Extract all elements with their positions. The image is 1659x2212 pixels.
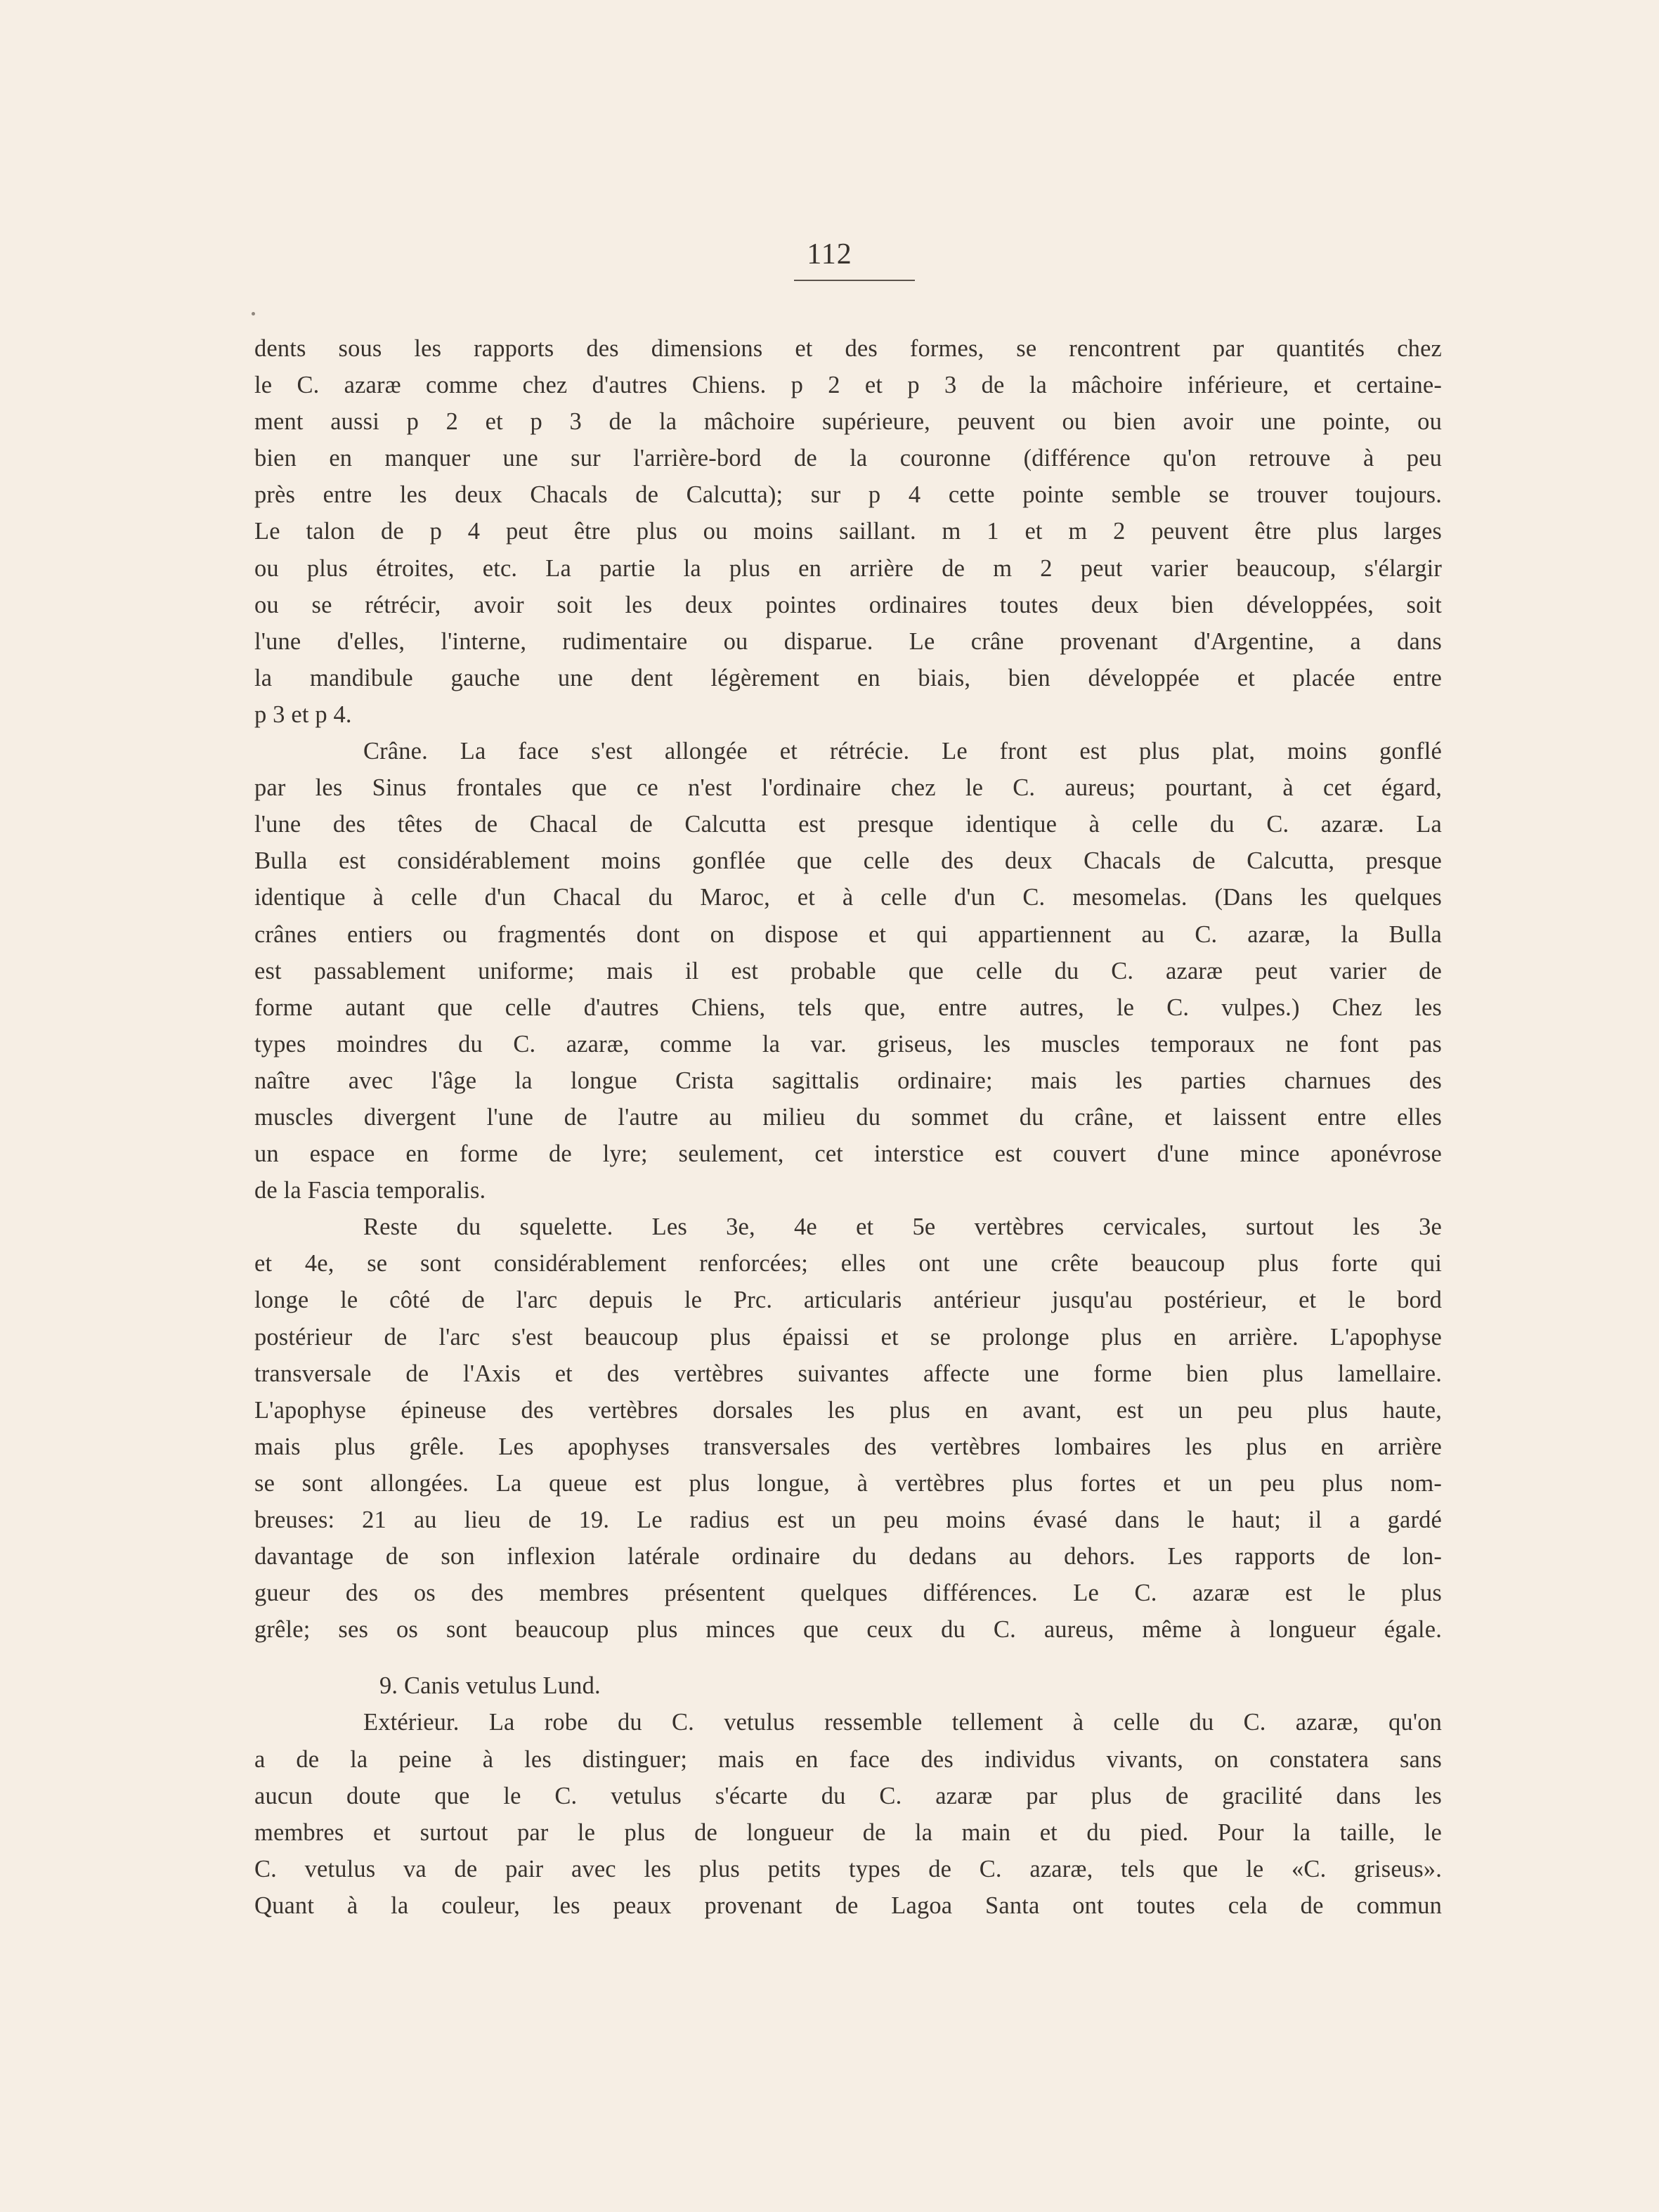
text-line: mais plus grêle. Les apophyses transversales des vertèbres lombaires les plus en arrière [254,1433,1442,1460]
text-line: l'une des têtes de Chacal de Calcutta est presque identique à celle du C. azaræ. La [254,811,1442,838]
body-text [254,330,1442,1924]
section-exterieur-first-line: Extérieur. La robe du C. vetulus ressemble tellement à celle du C. azaræ, qu'on [363,1709,1442,1736]
text-line: Bulla est considérablement moins gonflée que celle des deux Chacals de Calcutta, presque [254,847,1442,875]
page-number-rule [794,280,915,281]
text-line: grêle; ses os sont beaucoup plus minces que ceux du C. aureus, même à longueur égale. [254,1616,1442,1644]
text-line: par les Sinus frontales que ce n'est l'ordinaire chez le C. aureus; pourtant, à cet égard, [254,774,1442,802]
text-line: ou se rétrécir, avoir soit les deux pointes ordinaires toutes deux bien développées, soit [254,591,1442,618]
text-line: près entre les deux Chacals de Calcutta); sur p 4 cette pointe semble se trouver toujours. [254,481,1442,509]
text-line: identique à celle d'un Chacal du Maroc, et à celle d'un C. mesomelas. (Dans les quelques [254,884,1442,911]
species-heading: 9. Canis vetulus Lund. [379,1672,601,1700]
text-line: Le talon de p 4 peut être plus ou moins saillant. m 1 et m 2 peuvent être plus larges [254,518,1442,545]
text-line: C. vetulus va de pair avec les plus petits types de C. azaræ, tels que le «C. griseus». [254,1855,1442,1882]
text-line: types moindres du C. azaræ, comme la var. griseus, les muscles temporaux ne font pas [254,1030,1442,1058]
text-line: forme autant que celle d'autres Chiens, tels que, entre autres, le C. vulpes.) Chez les [254,994,1442,1021]
text-line: muscles divergent l'une de l'autre au milieu du sommet du crâne, et laissent entre elles [254,1103,1442,1131]
text-line: ment aussi p 2 et p 3 de la mâchoire supérieure, peuvent ou bien avoir une pointe, ou [254,408,1442,436]
text-line: bien en manquer une sur l'arrière-bord de la couronne (différence qu'on retrouve à peu [254,445,1442,472]
text-line: a de la peine à les distinguer; mais en face des individus vivants, on constatera sans [254,1745,1442,1773]
text-line: l'une d'elles, l'interne, rudimentaire ou disparue. Le crâne provenant d'Argentine, a dans [254,627,1442,655]
text-line: postérieur de l'arc s'est beaucoup plus épaissi et se prolonge plus en arrière. L'apophyse [254,1323,1442,1351]
text-line: ou plus étroites, etc. La partie la plus en arrière de m 2 peut varier beaucoup, s'élargir [254,554,1442,582]
ink-speck [252,312,255,315]
section-crane-first-line: Crâne. La face s'est allongée et rétrécie. Le front est plus plat, moins gonflé [363,738,1442,765]
text-line: de la Fascia temporalis. [254,1177,486,1204]
text-line: un espace en forme de lyre; seulement, cet interstice est couvert d'une mince aponévrose [254,1140,1442,1168]
text-line: membres et surtout par le plus de longueur de la main et du pied. Pour la taille, le [254,1819,1442,1846]
text-line: transversale de l'Axis et des vertèbres suivantes affecte une forme bien plus lamellaire. [254,1360,1442,1387]
text-line: Quant à la couleur, les peaux provenant de Lagoa Santa ont toutes cela de commun [254,1892,1442,1919]
text-line: est passablement uniforme; mais il est probable que celle du C. azaræ peut varier de [254,957,1442,984]
text-line: dents sous les rapports des dimensions et des formes, se rencontrent par quantités chez [254,335,1442,362]
section-squelette-first-line: Reste du squelette. Les 3e, 4e et 5e vertèbres cervicales, surtout les 3e [363,1214,1442,1241]
text-line: se sont allongées. La queue est plus longue, à vertèbres plus fortes et un peu plus nom- [254,1469,1442,1497]
text-line: gueur des os des membres présentent quelques différences. Le C. azaræ est le plus [254,1580,1442,1607]
text-line: la mandibule gauche une dent légèrement en biais, bien développée et placée entre [254,664,1442,691]
text-line: p 3 et p 4. [254,701,352,728]
text-line: longe le côté de l'arc depuis le Prc. articularis antérieur jusqu'au postérieur, et le bord [254,1287,1442,1314]
page-number: 112 [807,238,852,271]
text-line: crânes entiers ou fragmentés dont on dispose et qui appartiennent au C. azaræ, la Bulla [254,920,1442,948]
text-line: aucun doute que le C. vetulus s'écarte du C. azaræ par plus de gracilité dans les [254,1782,1442,1809]
text-line: le C. azaræ comme chez d'autres Chiens. p 2 et p 3 de la mâchoire inférieure, et certaine- [254,372,1442,399]
text-line: breuses: 21 au lieu de 19. Le radius est un peu moins évasé dans le haut; il a gardé [254,1507,1442,1533]
text-line: naître avec l'âge la longue Crista sagittalis ordinaire; mais les parties charnues des [254,1067,1442,1094]
text-line: L'apophyse épineuse des vertèbres dorsales les plus en avant, est un peu plus haute, [254,1396,1442,1424]
text-line: et 4e, se sont considérablement renforcées; elles ont une crête beaucoup plus forte qui [254,1250,1442,1277]
text-line: davantage de son inflexion latérale ordinaire du dedans au dehors. Les rapports de lon- [254,1543,1442,1570]
